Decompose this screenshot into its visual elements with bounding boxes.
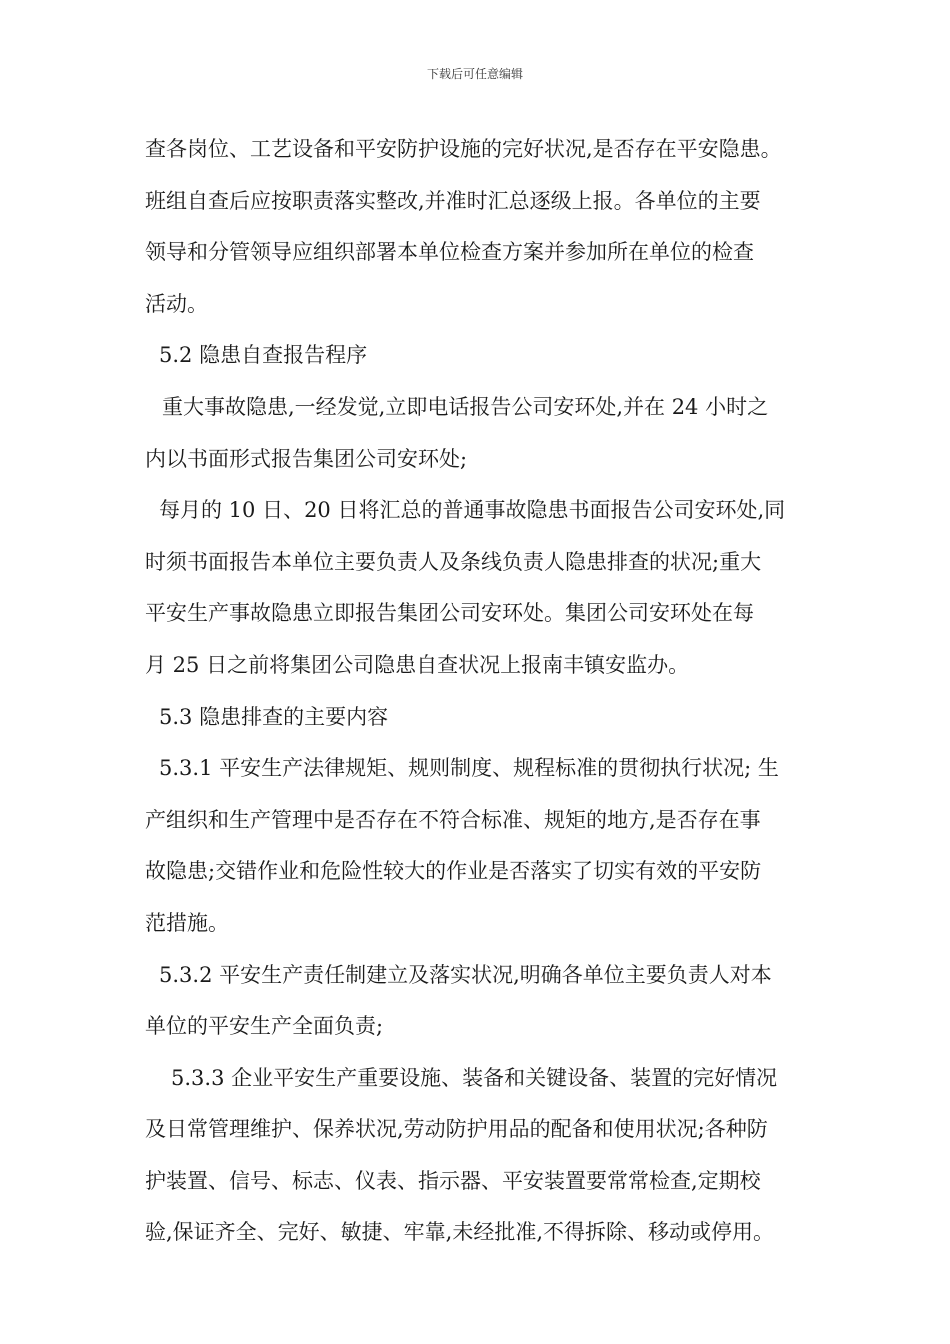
text-line: 班组自查后应按职责落实整改,并准时汇总逐级上报。各单位的主要 — [145, 188, 761, 213]
text-line: 5.3.2 平安生产责任制建立及落实状况,明确各单位主要负责人对本 — [159, 962, 772, 987]
text-line: 平安生产事故隐患立即报告集团公司安环处。集团公司安环处在每 — [145, 601, 754, 626]
text-line: 月 25 日之前将集团公司隐患自查状况上报南丰镇安监办。 — [145, 652, 690, 677]
section-heading-5-2: 5.2 隐患自查报告程序 — [159, 343, 368, 368]
text-line: 活动。 — [145, 291, 208, 316]
text-line: 每月的 10 日、20 日将汇总的普通事故隐患书面报告公司安环处,同 — [159, 498, 786, 523]
text-line: 护装置、信号、标志、仪表、指示器、平安装置要常常检查,定期校 — [145, 1168, 761, 1193]
text-line: 重大事故隐患,一经发觉,立即电话报告公司安环处,并在 24 小时之 — [162, 394, 769, 419]
section-heading-5-3: 5.3 隐患排查的主要内容 — [159, 704, 389, 729]
text-line: 5.3.3 企业平安生产重要设施、装备和关键设备、装置的完好情况 — [171, 1065, 778, 1090]
text-line: 时须书面报告本单位主要负责人及条线负责人隐患排查的状况;重大 — [145, 549, 762, 574]
text-line: 查各岗位、工艺设备和平安防护设施的完好状况,是否存在平安隐患。 — [145, 137, 782, 161]
text-line: 验,保证齐全、完好、敏捷、牢靠,未经批准,不得拆除、移动或停用。 — [145, 1220, 775, 1245]
text-line: 单位的平安生产全面负责; — [145, 1014, 384, 1039]
text-line: 内以书面形式报告集团公司安环处; — [145, 446, 468, 471]
document-body — [145, 124, 817, 1259]
text-line: 产组织和生产管理中是否存在不符合标准、规矩的地方,是否存在事 — [145, 807, 761, 832]
text-line: 5.3.1 平安生产法律规矩、规则制度、规程标准的贯彻执行状况; 生 — [159, 756, 779, 781]
page-header: 下载后可任意编辑 — [426, 67, 523, 81]
text-line: 故隐患;交错作业和危险性较大的作业是否落实了切实有效的平安防 — [145, 859, 762, 884]
text-line: 及日常管理维护、保养状况,劳动防护用品的配备和使用状况;各种防 — [145, 1117, 768, 1142]
text-line: 范措施。 — [145, 910, 229, 935]
text-line: 领导和分管领导应组织部署本单位检查方案并参加所在单位的检查 — [145, 240, 754, 265]
